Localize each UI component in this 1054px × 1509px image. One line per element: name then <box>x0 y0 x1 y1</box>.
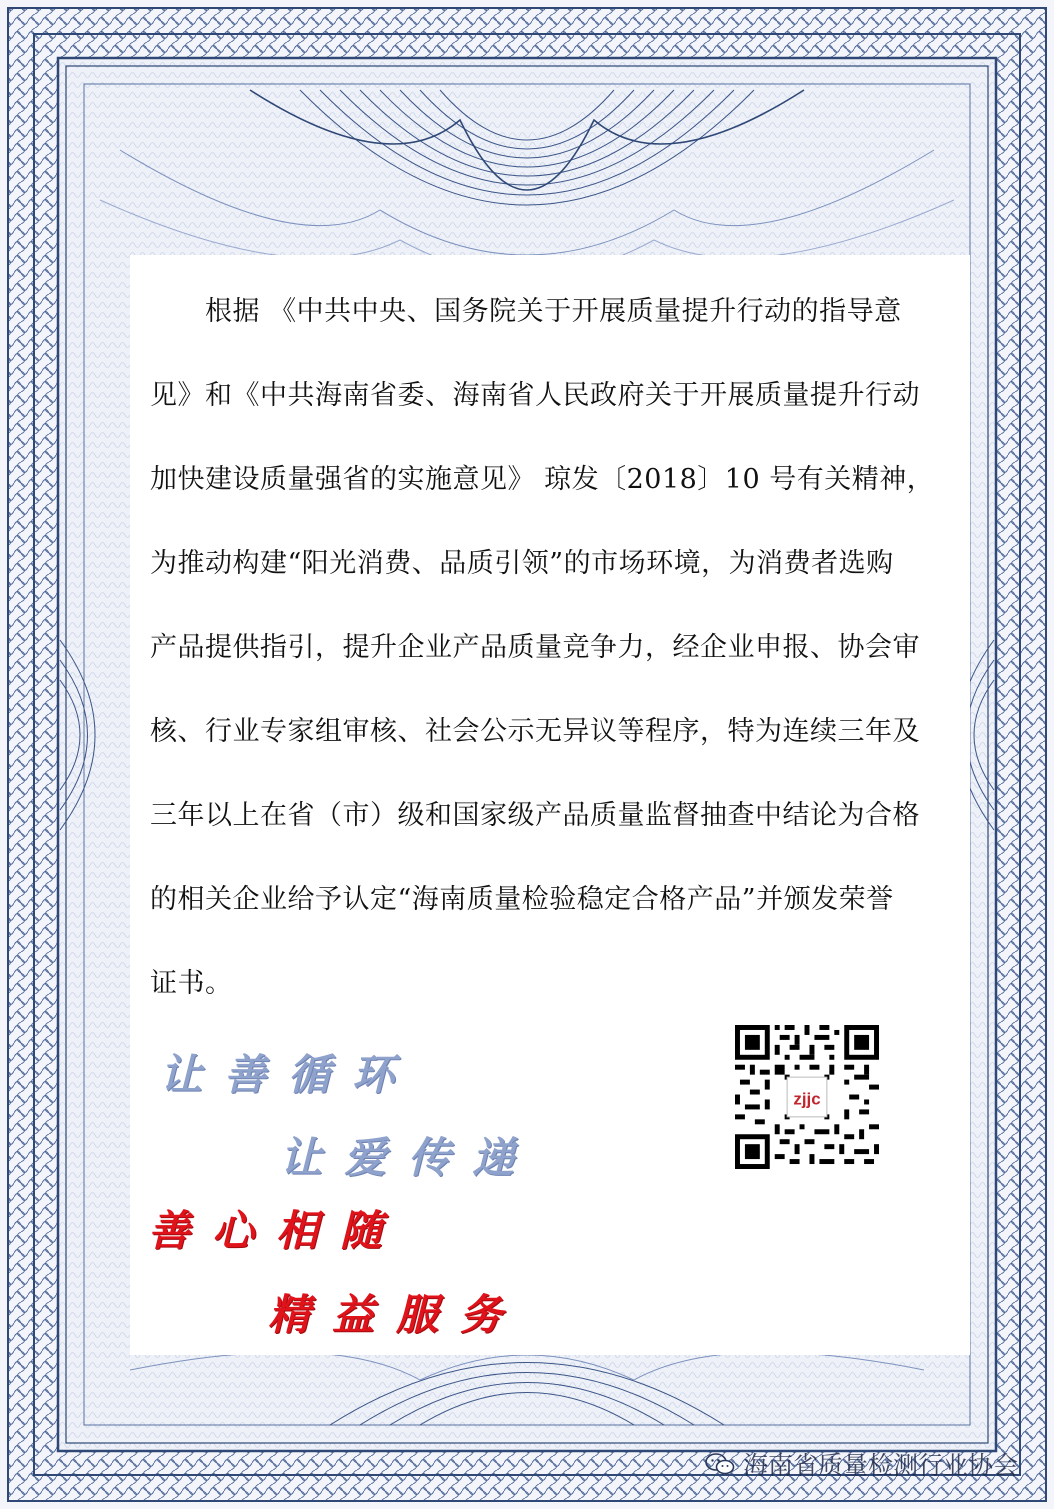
certificate-body <box>150 270 940 1026</box>
slogan-let-goodness-circulate: 让善循环 <box>160 1050 417 1099</box>
body-line: 根据 《中共中央、国务院关于开展质量提升行动的指导意 <box>150 296 902 327</box>
body-line: 加快建设质量强省的实施意见》 琼发〔2018〕10 号有关精神， <box>150 464 935 495</box>
body-line: 见》和《中共海南省委、海南省人民政府关于开展质量提升行动 <box>150 380 920 411</box>
slogan-let-love-pass-on: 让爱传递 <box>280 1133 537 1182</box>
body-line: 核、行业专家组审核、社会公示无异议等程序，特为连续三年及 <box>150 716 920 747</box>
qr-logo-text: zjjc <box>793 1089 821 1109</box>
slogan-kindness-follows: 善心相随 <box>148 1206 405 1255</box>
body-line: 产品提供指引，提升企业产品质量竞争力，经企业申报、协会审 <box>150 632 920 663</box>
body-line: 为推动构建“阳光消费、品质引领”的市场环境，为消费者选购 <box>150 548 894 579</box>
qr-code[interactable] <box>735 1025 879 1169</box>
watermark-text: 海南省质量检测行业协会 <box>742 1451 1018 1480</box>
wechat-icon <box>705 1452 735 1476</box>
body-line: 证书。 <box>150 968 233 999</box>
slogan-refined-service: 精益服务 <box>268 1290 525 1339</box>
body-line: 三年以上在省（市）级和国家级产品质量监督抽查中结论为合格 <box>150 800 920 831</box>
body-line: 的相关企业给予认定“海南质量检验稳定合格产品”并颁发荣誉 <box>150 884 894 915</box>
source-watermark <box>705 1446 1018 1482</box>
